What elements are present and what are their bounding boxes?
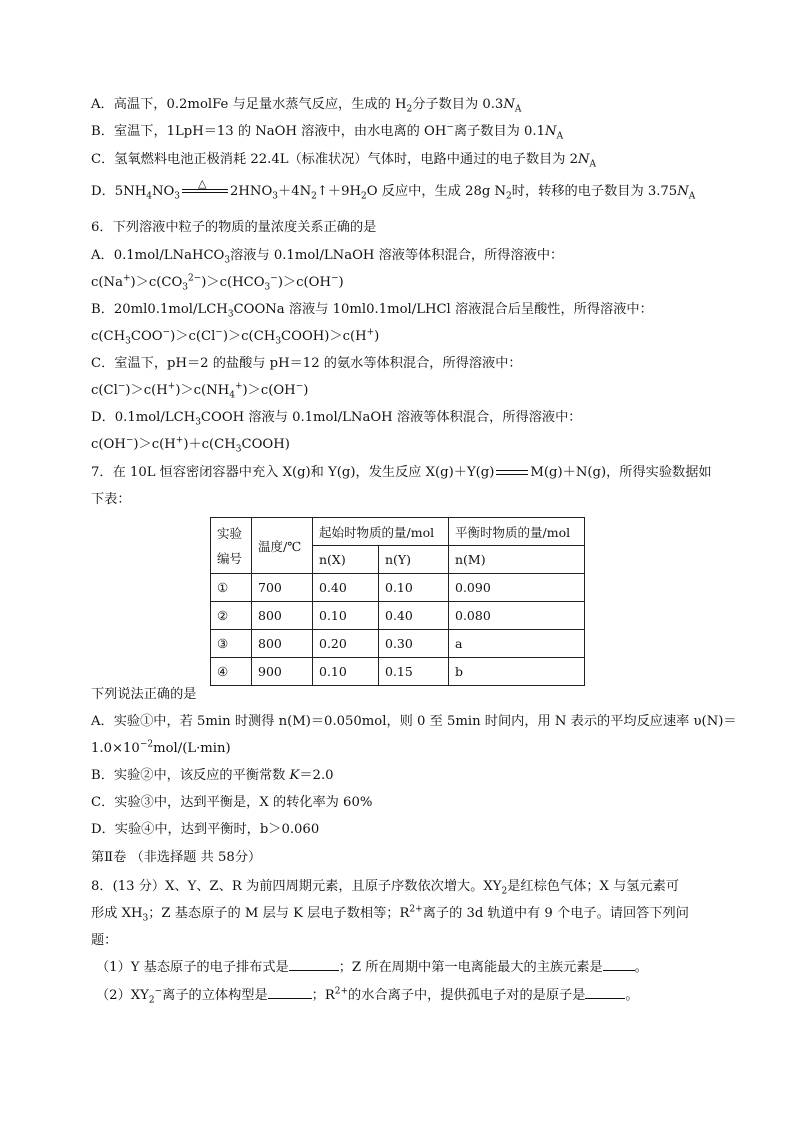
q8-stem-1: 8．(13 分）X、Y、Z、R 为前四周期元素，且原子序数依次增大。$XY_2$是红棕色气体；X 与氢元素可 (91, 879, 680, 897)
q6-option-a: A．0.1mol/LNaHCO$_3$溶液与 0.1mol/LNaOH 溶液等体积混合，所得溶液中： (91, 248, 564, 266)
header-eq: 平衡时物质的量/mol (449, 518, 585, 546)
cell-id: ② (211, 602, 252, 630)
q8-part-2: $(2)XY_2^-$离子的立体构型是 ；$R^{2+}$的水合离子中，提供孤电子对的是原子是 。 (96, 986, 639, 1006)
q5-option-c: C．氢氧燃料电池正极消耗 22.4L（标准状况）气体时，电路中通过的电子数目为 $2N_A$ (91, 152, 597, 170)
equilibrium-arrow-icon (496, 469, 528, 477)
q7-after-table: 下列说法正确的是 (91, 687, 197, 702)
q5-option-a: A．高温下，0.2molFe 与足量水蒸气反应，生成的 $H_2$分子数目为 $0.3N_A$ (91, 97, 522, 115)
header-start: 起始时物质的量/mol (313, 518, 449, 546)
q5-option-d: D．$5NH_4NO_3$ △ $2HNO_3+4N_2↑+9H_2O$ 反应中，生成 28g $N_2$时，转移的电子数目为 $3.75N_A$ (91, 176, 696, 202)
q8-stem-2: 形成 $XH_3$；Z 基态原子的 M 层与 K 层电子数相等；$R^{2+}$离子的 3d 轨道中有 9 个电子。请回答下列问 (91, 904, 689, 924)
q7-option-b: B．实验②中，该反应的平衡常数 K＝2.0 (91, 768, 334, 783)
cell-nm: b (449, 658, 585, 686)
cell-id: ③ (211, 630, 252, 658)
answer-blank[interactable] (268, 986, 312, 999)
table-row (211, 602, 585, 630)
q8-part-1: （1）Y 基态原子的电子排布式是 ；Z 所在周期中第一电离能最大的主族元素是 。 (96, 960, 648, 975)
heat-arrow-icon: △ (182, 185, 228, 199)
answer-blank[interactable] (603, 958, 635, 971)
cell-nx: 0.10 (313, 602, 379, 630)
cell-temp: 900 (252, 658, 313, 686)
cell-ny: 0.15 (379, 658, 449, 686)
header-nm: n(M) (449, 546, 585, 574)
answer-blank[interactable] (289, 958, 339, 971)
cell-temp: 800 (252, 630, 313, 658)
q6-stem: 6．下列溶液中粒子的物质的量浓度关系正确的是 (91, 220, 377, 235)
table-row (211, 630, 585, 658)
header-exp: 实验 编号 (211, 518, 252, 574)
q5-option-b: B．室温下，1LpH＝13 的 NaOH 溶液中，由水电离的 OH−离子数目为 $0.1N_A$ (91, 122, 564, 142)
header-ny: n(Y) (379, 546, 449, 574)
q6-option-c: C．室温下，pH＝2 的盐酸与 pH＝12 的氨水等体积混合，所得溶液中： (91, 356, 522, 371)
q6-option-b-expr: $c(CH_3COO^-)>c(Cl^-)>c(CH_3COOH)>c(H^+)$ (91, 327, 380, 347)
cell-id: ④ (211, 658, 252, 686)
part-two-heading: 第Ⅱ卷 （非选择题 共 58分） (91, 850, 262, 865)
q6-option-b: B．$20ml0.1mol/LCH_3COONa$ 溶液与 10ml0.1mol/LHCl 溶液混合后呈酸性，所得溶液中： (91, 302, 653, 320)
q7-stem-cont: 下表： (91, 492, 131, 507)
q7-option-d: D．实验④中，达到平衡时，b＞0.060 (91, 822, 320, 837)
cell-nx: 0.20 (313, 630, 379, 658)
experiment-table (210, 517, 585, 686)
cell-nm: 0.090 (449, 574, 585, 602)
table-row (211, 574, 585, 602)
q6-option-a-expr: $c(Na^+)>c(CO_3^{2-})>c(HCO_3^-)>c(OH^-)$ (91, 273, 344, 293)
q6-option-d: D．$0.1mol/LCH_3COOH$ 溶液与 0.1mol/LNaOH 溶液等体积混合，所得溶液中： (91, 410, 582, 428)
answer-blank[interactable] (585, 986, 625, 999)
header-nx: n(X) (313, 546, 379, 574)
header-temp: 温度/℃ (252, 518, 313, 574)
q7-option-c: C．实验③中，达到平衡是，X 的转化率为 60% (91, 795, 373, 810)
cell-id: ① (211, 574, 252, 602)
cell-nx: 0.10 (313, 658, 379, 686)
cell-ny: 0.10 (379, 574, 449, 602)
q7-stem: 7．在 10L 恒容密闭容器中充入 X(g)和 Y(g)，发生反应 X(g)＋Y(g) M(g)＋N(g)，所得实验数据如 (91, 465, 712, 480)
q8-stem-3: 题： (91, 933, 118, 948)
q6-option-c-expr: $c(Cl^-)>c(H^+)>c(NH_4^+)>c(OH^-)$ (91, 381, 309, 401)
cell-temp: 700 (252, 574, 313, 602)
q7-option-a: A．实验①中，若 5min 时测得 n(M)＝0.050mol，则 0 至 5min 时间内，用 N 表示的平均反应速率 υ(N)＝ (91, 714, 737, 729)
cell-nx: 0.40 (313, 574, 379, 602)
cell-ny: 0.40 (379, 602, 449, 630)
table-row (211, 658, 585, 686)
q6-option-d-expr: $c(OH^-)>c(H^+)+c(CH_3COOH)$ (91, 435, 290, 455)
q7-option-a-cont: $1.0\times 10^{-2}mol/(L\cdot\min)$ (91, 739, 231, 756)
cell-temp: 800 (252, 602, 313, 630)
cell-ny: 0.30 (379, 630, 449, 658)
cell-nm: 0.080 (449, 602, 585, 630)
cell-nm: a (449, 630, 585, 658)
